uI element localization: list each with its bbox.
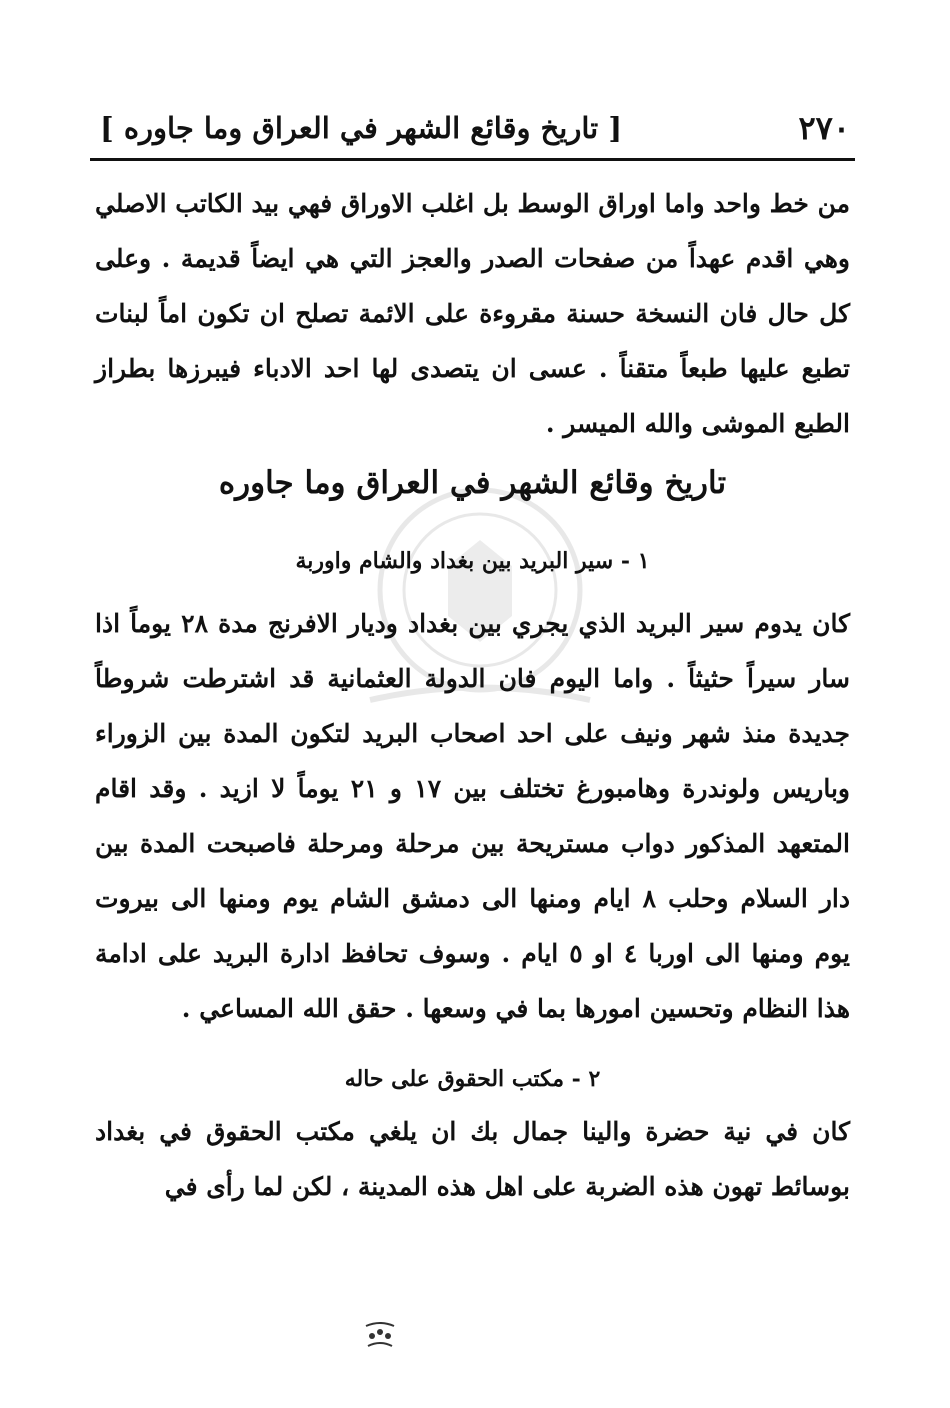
printer-ornament-icon	[360, 1318, 400, 1352]
item-text-2: كان في نية حضرة والينا جمال بك ان يلغي مكتب الحقوق في بغداد بوسائط تهون هذه الضربة على اهل هذه المدينة ، لكن لما رأى في	[95, 1117, 850, 1201]
running-title: [ تاريخ وقائع الشهر في العراق وما جاوره ]	[100, 111, 623, 145]
item-heading-2: ٢ - مكتب الحقوق على حاله	[344, 1066, 601, 1092]
page-header	[100, 100, 850, 156]
header-rule	[90, 158, 855, 161]
page-number: ٢٧٠	[798, 109, 850, 147]
section-title: تاريخ وقائع الشهر في العراق وما جاوره	[218, 465, 727, 501]
item-heading-1: ١ - سير البريد بين بغداد والشام واوربة	[295, 548, 650, 574]
intro-paragraph: من خط واحد واما اوراق الوسط بل اغلب الاوراق فهي بيد الكاتب الاصلي وهي اقدم عهداً من صفحات الصدر والعجز التي هي ايضاً قديمة . وعلى كل حال فان النسخة حسنة مقروءة على الائمة تصلح ان تكون اماً لبنات تطبع عليها طبعاً متقناً . عسى ان يتصدى لها احد الادباء فيبرزها بطراز الطبع الموشى والله الميسر .	[95, 189, 850, 438]
item-text-1: كان يدوم سير البريد الذي يجري بين بغداد وديار الافرنج مدة ٢٨ يوماً اذا سار سيراً حثيثاً . واما اليوم فان الدولة العثمانية قد اشترطت شروطاً جديدة منذ شهر ونيف على احد اصحاب البريد لتكون المدة بين الزوراء وباريس ولوندرة وهامبورغ تختلف بين ١٧ و ٢١ يوماً لا ازيد . وقد اقام المتعهد المذكور دواب مستريحة بين مرحلة ومرحلة فاصبحت المدة بين دار السلام وحلب ٨ ايام ومنها الى دمشق الشام يوم ومنها الى بيروت يوم ومنها الى اوربا ٤ او ٥ ايام . وسوف تحافظ ادارة البريد على ادامة هذا النظام وتحسين امورها بما في وسعها . حقق الله المساعي .	[95, 609, 851, 1023]
